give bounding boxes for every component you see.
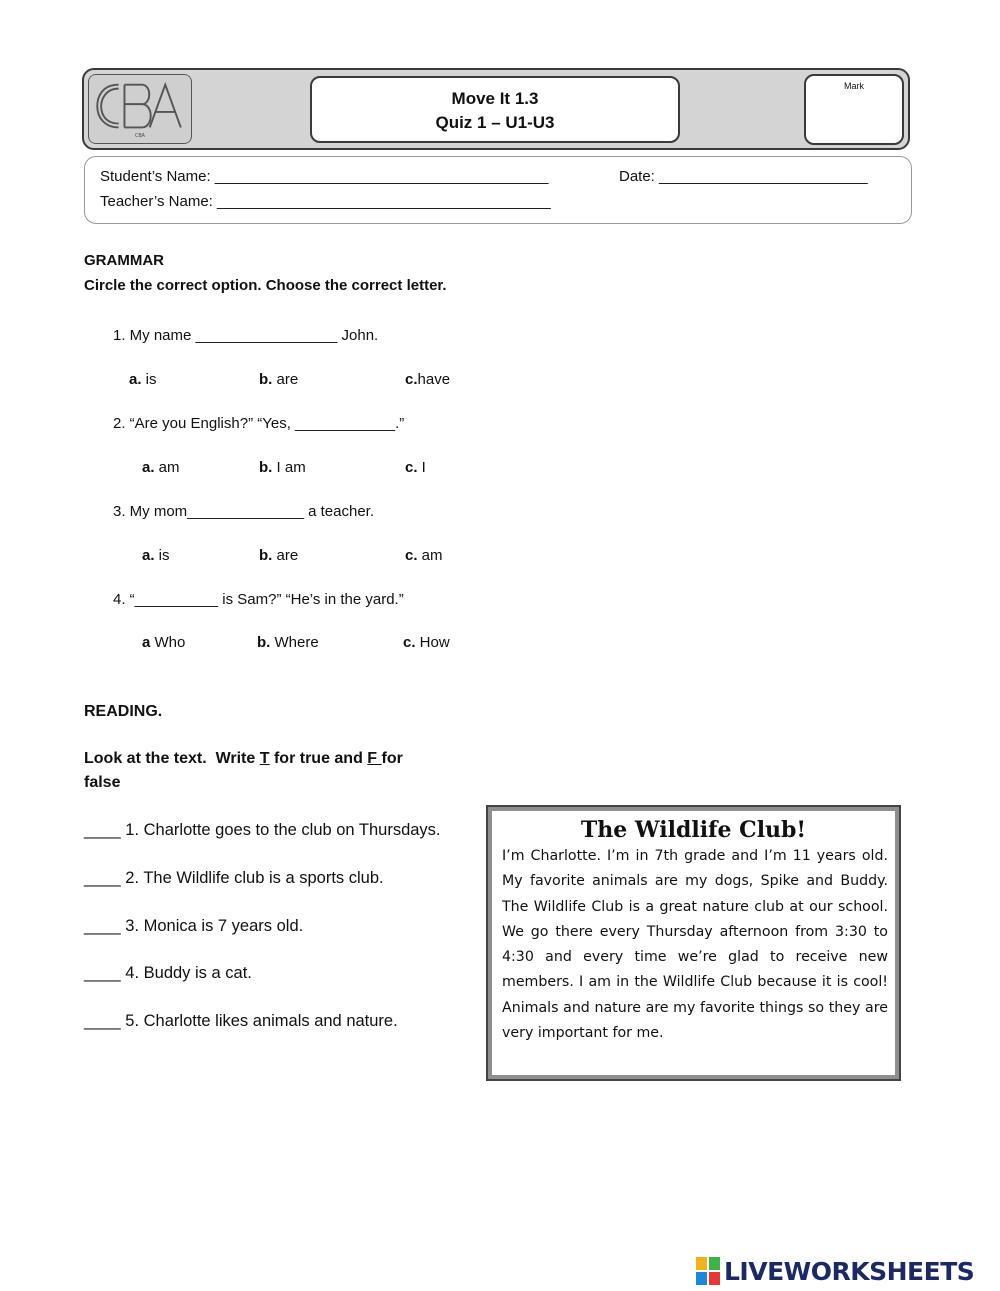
liveworksheets-text: LIVEWORKSHEETS (724, 1256, 975, 1286)
tf-item-1[interactable]: ____ 1. Charlotte goes to the club on Thursdays. (84, 821, 441, 839)
quiz-title: Move It 1.3 (451, 89, 539, 108)
q1-option-b[interactable]: b. are (259, 371, 299, 388)
q2-option-a[interactable]: a. am (142, 459, 180, 476)
reading-instruction: Look at the text. Write T for true and F for (84, 750, 403, 767)
reading-text-body: I’m Charlotte. I’m in 7th grade and I’m 11 years old. My favorite animals are my dogs, Spike and Buddy. The Wildlife Club is a great nature club at our school. We go there every Thursday afternoon from 3:30 to 4:30 and every time we’re glad to receive new members. I am in the Wildlife Club because it is cool! Animals and nature are my favorite things so they are very important for me. (502, 848, 888, 1042)
q1-option-c[interactable]: c.have (405, 371, 451, 388)
mark-label: Mark (844, 81, 864, 91)
quiz-title-box (310, 76, 680, 143)
q4-option-b[interactable]: b. Where (257, 634, 319, 651)
question-4: 4. “__________ is Sam?” “He’s in the yard.” (113, 591, 404, 608)
q4-option-c[interactable]: c. How (403, 634, 450, 651)
question-3: 3. My mom______________ a teacher. (113, 503, 375, 520)
tf-item-3[interactable]: ____ 3. Monica is 7 years old. (84, 917, 304, 935)
liveworksheets-icon (696, 1257, 720, 1285)
grammar-heading: GRAMMAR (84, 252, 164, 269)
q2-option-b[interactable]: b. I am (259, 459, 306, 476)
q3-option-a[interactable]: a. is (142, 547, 170, 564)
reading-heading: READING. (84, 703, 163, 720)
reading-text-box (486, 805, 901, 1081)
student-name-field[interactable]: Student’s Name: ________________________________________ (100, 168, 549, 185)
tf-item-2[interactable]: ____ 2. The Wildlife club is a sports club. (84, 869, 384, 887)
q3-option-b[interactable]: b. are (259, 547, 299, 564)
school-logo (88, 74, 192, 144)
grammar-instruction: Circle the correct option. Choose the correct letter. (84, 277, 447, 294)
logo-caption: CBA (134, 133, 146, 140)
quiz-subtitle: Quiz 1 – U1-U3 (435, 113, 555, 132)
q3-option-c[interactable]: c. am (405, 547, 443, 564)
q4-option-a[interactable]: a Who (142, 634, 186, 651)
mark-box[interactable] (804, 74, 904, 145)
reading-text-title: The Wildlife Club! (580, 817, 807, 843)
tf-item-5[interactable]: ____ 5. Charlotte likes animals and nature. (84, 1012, 398, 1030)
question-2: 2. “Are you English?” “Yes, ____________.” (113, 415, 405, 432)
teacher-name-field[interactable]: Teacher’s Name: ________________________________________ (100, 193, 551, 210)
q2-option-c[interactable]: c. I (405, 459, 426, 476)
date-field[interactable]: Date: _________________________ (619, 168, 868, 185)
liveworksheets-logo (696, 1255, 974, 1287)
question-1: 1. My name _________________ John. (113, 327, 379, 344)
tf-item-4[interactable]: ____ 4. Buddy is a cat. (84, 964, 252, 982)
q1-option-a[interactable]: a. is (129, 371, 157, 388)
reading-instruction-line2: false (84, 774, 121, 791)
